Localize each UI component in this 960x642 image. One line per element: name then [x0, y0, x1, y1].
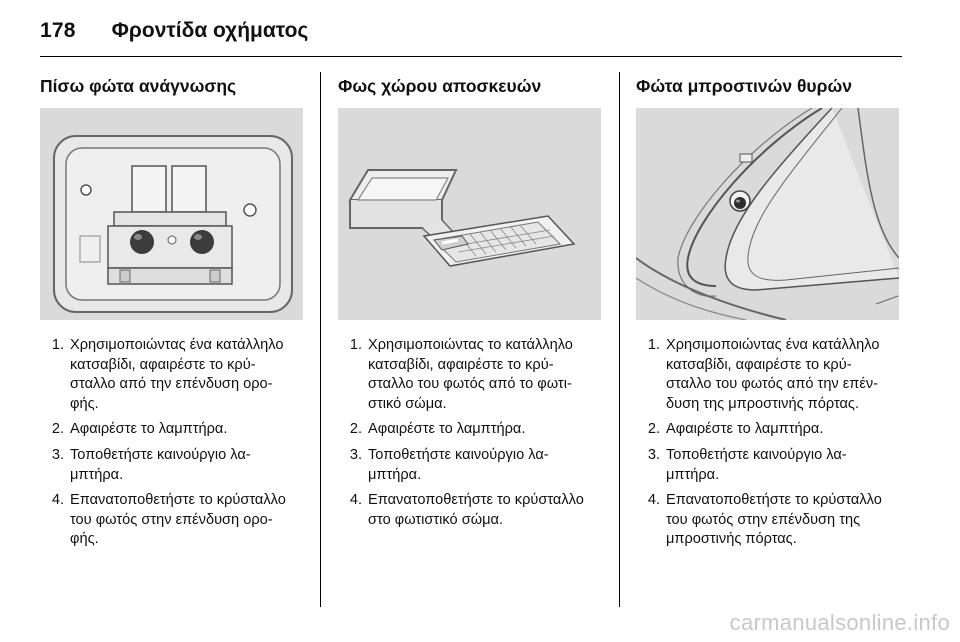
- step-text: Χρησιμοποιώντας ένα κατάλληλο κατσαβίδι, αφαιρέστε το κρύ- σταλλο του φωτός από την επέν- δυση της μπροστινής πόρτας.: [666, 337, 880, 412]
- page-title: Φροντίδα οχήματος: [111, 19, 309, 42]
- step-text: Χρησιμοποιώντας το κατάλληλο κατσαβίδι, αφαιρέστε το κρύ- σταλλο του φωτός από το φωτι- στικό σώμα.: [368, 337, 573, 412]
- list-item: [636, 336, 911, 414]
- list-item: [636, 446, 911, 485]
- list-item: [40, 446, 315, 485]
- step-text: Χρησιμοποιώντας ένα κατάλληλο κατσαβίδι, αφαιρέστε το κρύ- σταλλο από την επένδυση ορο- φής.: [70, 337, 284, 412]
- instruction-list: [636, 336, 911, 550]
- step-text: Αφαιρέστε το λαμπτήρα.: [666, 421, 824, 438]
- step-text: Επανατοποθετήστε το κρύσταλλο στο φωτιστικό σώμα.: [368, 492, 584, 528]
- column-divider: [320, 72, 321, 607]
- step-text: Τοποθετήστε καινούργιο λα- μπτήρα.: [666, 446, 847, 483]
- step-text: Αφαιρέστε το λαμπτήρα.: [70, 421, 228, 438]
- step-number: 3.: [647, 446, 660, 463]
- step-number: 1.: [647, 337, 660, 353]
- list-item: [338, 420, 613, 440]
- watermark: carmanualsonline.info: [729, 610, 950, 635]
- step-number: 2.: [349, 421, 362, 438]
- step-number: 1.: [349, 337, 362, 353]
- instruction-list: [338, 336, 613, 530]
- step-number: 2.: [647, 421, 660, 438]
- step-number: 3.: [349, 446, 362, 463]
- section-title: Φώτα μπροστινών θυρών: [636, 76, 852, 96]
- luggage-light-diagram: [338, 108, 601, 320]
- list-item: [40, 336, 315, 414]
- list-item: [338, 336, 613, 414]
- list-item: [338, 491, 613, 530]
- step-text: Αφαιρέστε το λαμπτήρα.: [368, 421, 526, 438]
- list-item: [636, 491, 911, 550]
- list-item: [40, 491, 315, 550]
- step-text: Επανατοποθετήστε το κρύσταλλο του φωτός στην επένδυση της μπροστινής πόρτας.: [666, 492, 882, 548]
- reading-light-diagram: [40, 108, 303, 320]
- step-number: 2.: [51, 421, 64, 438]
- instruction-list: [40, 336, 315, 550]
- section-title: Πίσω φώτα ανάγνωσης: [40, 76, 237, 96]
- step-number: 1.: [51, 337, 64, 353]
- section-luggage-compartment-light: [338, 72, 613, 536]
- front-door-light-diagram: [636, 108, 899, 320]
- step-text: Επανατοποθετήστε το κρύσταλλο του φωτός στην επένδυση ορο- φής.: [70, 492, 286, 548]
- header-divider: [40, 56, 902, 57]
- step-number: 4.: [51, 492, 64, 509]
- step-number: 4.: [349, 492, 362, 509]
- page-header: [40, 14, 308, 48]
- step-number: 4.: [647, 492, 660, 509]
- step-number: 3.: [51, 446, 64, 463]
- list-item: [40, 420, 315, 440]
- section-front-door-lights: [636, 72, 911, 556]
- step-text: Τοποθετήστε καινούργιο λα- μπτήρα.: [368, 446, 549, 483]
- step-text: Τοποθετήστε καινούργιο λα- μπτήρα.: [70, 446, 251, 483]
- column-divider: [619, 72, 620, 607]
- section-rear-reading-lights: [40, 72, 315, 556]
- section-title: Φως χώρου αποσκευών: [338, 76, 542, 96]
- list-item: [338, 446, 613, 485]
- list-item: [636, 420, 911, 440]
- page-number: 178: [40, 19, 76, 42]
